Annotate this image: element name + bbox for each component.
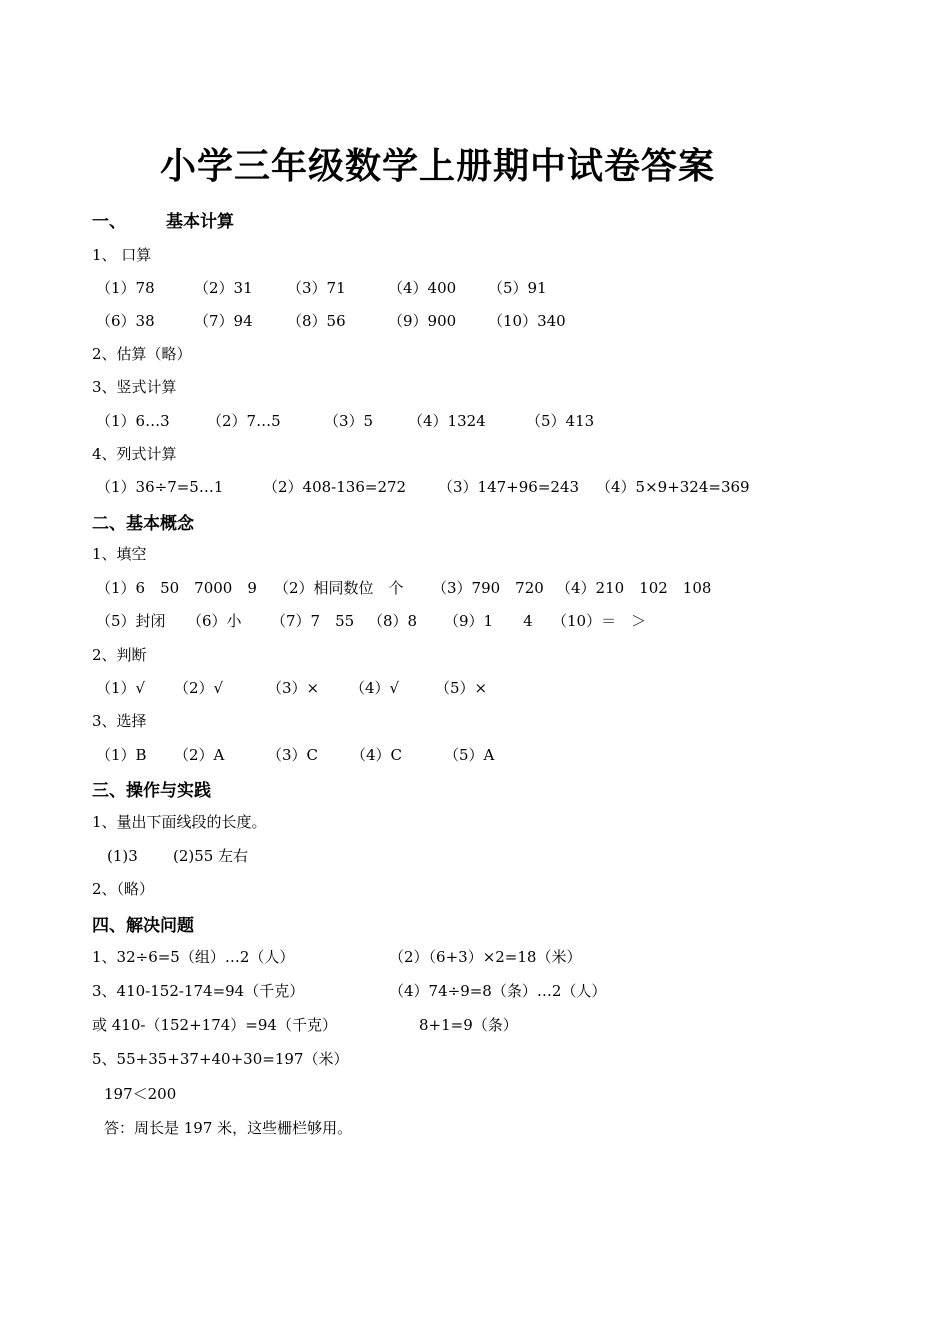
s2-q1-label: 1、填空 [92, 545, 147, 563]
answer-item: （5）413 [526, 412, 595, 430]
answer-item: （1）B [96, 746, 147, 764]
answer-item: （10）340 [488, 312, 566, 330]
answer-item: （9）900 [388, 312, 457, 330]
section-4-heading: 四、解决问题 [92, 916, 194, 936]
s1-q1-row2 [96, 310, 566, 331]
s3-q1-row [107, 845, 248, 866]
answer-item: （2）A [174, 746, 225, 764]
answer-item: （5）× [435, 679, 488, 697]
s4-answer-5: 5、55+35+37+40+30=197（米） [92, 1050, 349, 1068]
s1-q3-row [96, 410, 594, 431]
answer-item: （1）6 50 7000 9 [96, 579, 257, 597]
answer-item: （3）5 [324, 412, 374, 430]
s2-q3-label: 3、选择 [92, 712, 147, 730]
answer-item: （4）C [351, 746, 403, 764]
answer-item: （3）790 720 [432, 579, 544, 597]
answer-item: （1）6…3 [96, 412, 170, 430]
answer-item: （2）408-136=272 [263, 478, 407, 496]
answer-item: （3）147+96=243 [438, 478, 580, 496]
answer-item: （7）7 55 [271, 612, 355, 630]
s1-q3-label: 3、竖式计算 [92, 378, 177, 396]
section-3-heading: 三、操作与实践 [92, 781, 211, 801]
section-2-heading: 二、基本概念 [92, 514, 194, 534]
answer-item: （5）封闭 [96, 612, 166, 630]
answer-item: （3）C [267, 746, 319, 764]
answer-item: （3）× [267, 679, 320, 697]
s4-answer-3-alt: 或 410-（152+174）=94（千克） [92, 1016, 337, 1034]
answer-item: (1)3 [107, 847, 138, 865]
section-1-title: 基本计算 [166, 212, 234, 232]
answer-item: （9）1 4 [444, 612, 533, 630]
s4-answer-4-cont: 8+1=9（条） [419, 1016, 518, 1034]
answer-item: （1）36÷7=5…1 [96, 478, 224, 496]
answer-item: （6）38 [96, 312, 155, 330]
s3-q1-label: 1、量出下面线段的长度。 [92, 813, 267, 831]
s2-q2-row [96, 677, 487, 698]
answer-item: （4）5×9+324=369 [596, 478, 750, 496]
document-title: 小学三年级数学上册期中试卷答案 [159, 146, 715, 187]
s1-q4-label: 4、列式计算 [92, 445, 177, 463]
answer-item: （1）78 [96, 279, 155, 297]
answer-item: （4）√ [350, 679, 400, 697]
s2-q1-row1 [96, 577, 711, 598]
s3-q2-label: 2、（略） [92, 880, 155, 898]
answer-item: （4）210 102 108 [556, 579, 712, 597]
s2-q3-row [96, 744, 494, 765]
answer-item: (2)55 左右 [173, 847, 249, 865]
answer-item: （2）相同数位 个 [274, 579, 404, 597]
section-1-number: 一、 [92, 212, 126, 232]
answer-item: （2）√ [174, 679, 224, 697]
answer-item: （1）√ [96, 679, 146, 697]
s1-q1-row1 [96, 277, 547, 298]
s2-q1-row2 [96, 610, 646, 631]
s4-answer-5-conclusion: 答：周长是 197 米，这些栅栏够用。 [104, 1119, 353, 1137]
s4-answer-3: 3、410-152-174=94（千克） [92, 982, 305, 1000]
s4-answer-2: （2）（6+3）×2=18（米） [389, 948, 582, 966]
s2-q2-label: 2、判断 [92, 646, 147, 664]
s4-answer-5-compare: 197＜200 [104, 1085, 177, 1103]
answer-item: （7）94 [194, 312, 253, 330]
answer-item: （2）31 [194, 279, 253, 297]
s4-answer-1: 1、32÷6=5（组）…2（人） [92, 948, 295, 966]
answer-item: （5）A [444, 746, 495, 764]
answer-item: （4）1324 [408, 412, 486, 430]
answer-item: （8）8 [368, 612, 418, 630]
s1-q4-row [96, 476, 750, 497]
answer-item: （5）91 [488, 279, 547, 297]
s1-q1-label: 1、 口算 [92, 246, 152, 264]
answer-item: （2）7…5 [207, 412, 281, 430]
s1-q2-label: 2、估算（略） [92, 345, 192, 363]
answer-item: （4）400 [388, 279, 457, 297]
answer-item: （3）71 [287, 279, 346, 297]
answer-item: （6）小 [187, 612, 242, 630]
answer-item: （10）＝ ＞ [552, 612, 647, 630]
s4-answer-4: （4）74÷9=8（条）…2（人） [389, 982, 607, 1000]
section-1-heading [92, 207, 234, 232]
answer-item: （8）56 [287, 312, 346, 330]
